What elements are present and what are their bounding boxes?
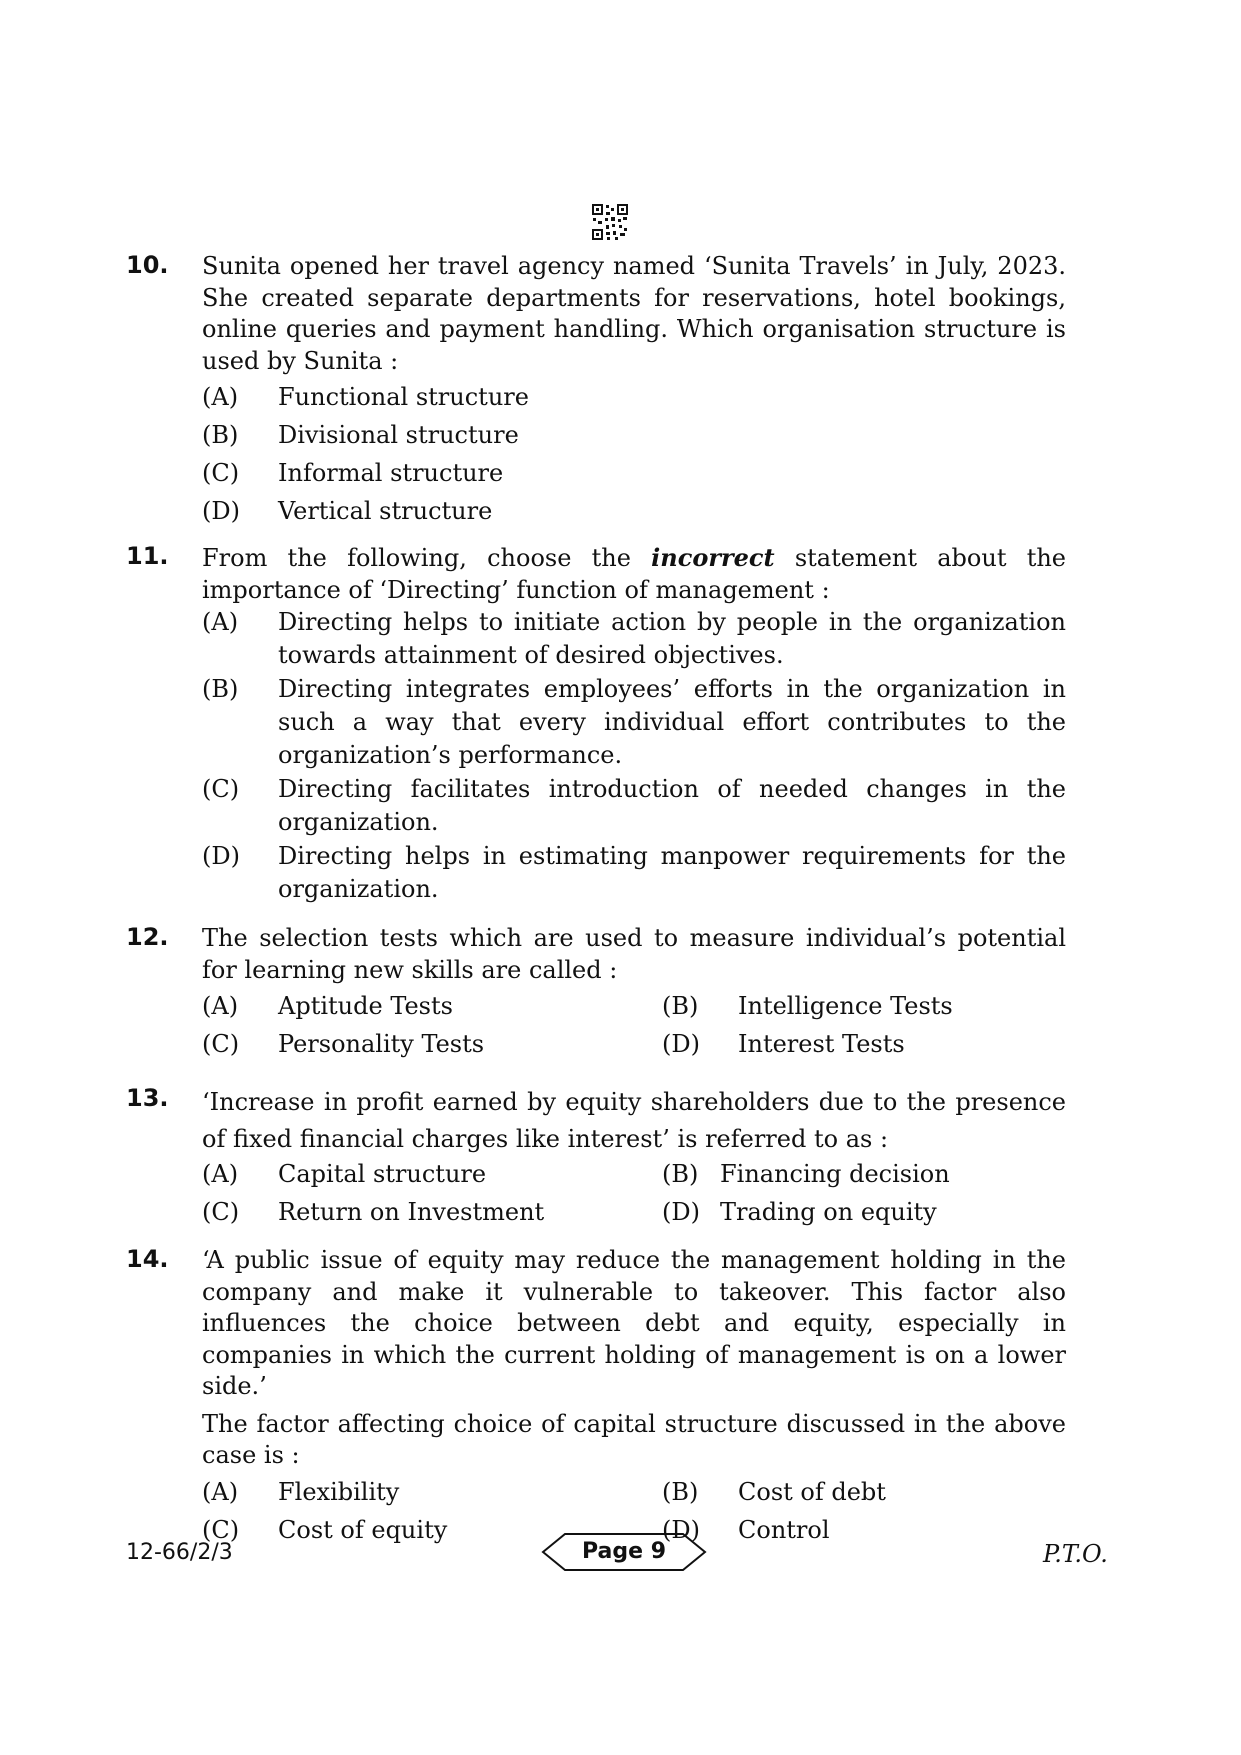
option-label: (D) — [662, 1515, 700, 1544]
option-c[interactable] — [202, 773, 1066, 839]
option-c[interactable] — [202, 457, 1066, 490]
option-label: (B) — [202, 675, 239, 703]
option-c[interactable] — [202, 1028, 662, 1061]
option-text: Directing helps in estimating manpower requirements for the organization. — [278, 842, 1066, 903]
option-d[interactable] — [202, 840, 1066, 906]
option-text: Directing integrates employees’ efforts in the organization in such a way that every individual effort contributes to the organization’s performance. — [278, 675, 1066, 769]
option-a[interactable] — [202, 990, 662, 1023]
option-label: (C) — [202, 1030, 240, 1058]
option-c[interactable] — [202, 1196, 662, 1229]
option-label: (C) — [202, 459, 240, 487]
question-10 — [126, 251, 1066, 528]
option-text: Interest Tests — [738, 1030, 905, 1058]
question-13 — [126, 1084, 1066, 1229]
page-number: Page 9 — [581, 1539, 666, 1564]
option-a[interactable] — [202, 1158, 662, 1191]
option-b[interactable] — [202, 419, 1066, 452]
option-text: Cost of debt — [738, 1477, 886, 1506]
question-12 — [126, 923, 1066, 1061]
option-label: (A) — [202, 1160, 239, 1188]
option-label: (C) — [202, 1515, 240, 1544]
option-b[interactable] — [662, 1158, 1142, 1191]
option-label: (B) — [662, 1477, 699, 1506]
question-number: 12. — [126, 923, 169, 951]
option-text: Intelligence Tests — [738, 992, 953, 1020]
option-text: Directing helps to initiate action by people in the organization towards attainment of desired objectives. — [278, 608, 1066, 669]
option-label: (C) — [202, 775, 240, 803]
please-turn-over: P.T.O. — [1043, 1540, 1108, 1568]
emphasis-incorrect: incorrect — [651, 543, 775, 572]
option-text: Flexibility — [278, 1477, 400, 1506]
question-text: The selection tests which are used to measure individual’s potential for learning new skills are called : — [202, 924, 1066, 984]
option-label: (B) — [662, 1160, 699, 1188]
option-label: (D) — [662, 1030, 700, 1058]
question-number: 10. — [126, 251, 169, 279]
option-label: (A) — [202, 608, 239, 636]
option-a[interactable] — [202, 606, 1066, 672]
option-b[interactable] — [202, 673, 1066, 772]
option-text: Return on Investment — [278, 1198, 545, 1226]
qr-code-icon — [591, 203, 629, 241]
option-text: Divisional structure — [278, 421, 519, 449]
option-a[interactable] — [202, 381, 1066, 414]
option-a[interactable] — [202, 1476, 662, 1509]
page-number-badge — [541, 1532, 707, 1572]
question-number: 13. — [126, 1084, 169, 1112]
option-text: Directing facilitates introduction of needed changes in the organization. — [278, 775, 1066, 836]
paper-code: 12-66/2/3 — [126, 1540, 233, 1565]
option-label: (D) — [662, 1198, 700, 1226]
option-text: Informal structure — [278, 459, 504, 487]
option-text: Trading on equity — [720, 1198, 937, 1226]
option-text: Vertical structure — [278, 497, 493, 525]
question-11 — [126, 542, 1066, 906]
option-b[interactable] — [662, 990, 1142, 1023]
option-text: Cost of equity — [278, 1515, 448, 1544]
option-text: Financing decision — [720, 1160, 950, 1188]
option-b[interactable] — [662, 1476, 1142, 1509]
option-text: Personality Tests — [278, 1030, 485, 1058]
option-label: (B) — [202, 421, 239, 449]
option-d[interactable] — [662, 1196, 1142, 1229]
option-text: Capital structure — [278, 1160, 487, 1188]
option-label: (D) — [202, 842, 240, 870]
question-text: ‘A public issue of equity may reduce the management holding in the company and make it vulnerable to takeover. This factor also influences the choice between debt and equity, especially in companies in which the current holding of management is on a lower side.’ — [202, 1246, 1066, 1400]
question-text-part: statement about the importance of ‘Directing’ function of management : — [202, 544, 1066, 604]
option-label: (D) — [202, 497, 240, 525]
question-text: Sunita opened her travel agency named ‘Sunita Travels’ in July, 2023. She created separate departments for reservations, hotel bookings, online queries and payment handling. Which organisation structure is used by Sunita : — [202, 252, 1066, 375]
option-label: (C) — [202, 1198, 240, 1226]
option-d[interactable] — [662, 1028, 1142, 1061]
question-14 — [126, 1245, 1066, 1547]
option-text: Control — [738, 1515, 830, 1544]
option-d[interactable] — [202, 495, 1066, 528]
option-text: Aptitude Tests — [278, 992, 453, 1020]
option-text: Functional structure — [278, 383, 529, 411]
option-label: (A) — [202, 1477, 239, 1506]
option-label: (A) — [202, 383, 239, 411]
question-text — [202, 542, 1066, 606]
question-number: 11. — [126, 542, 169, 570]
option-label: (A) — [202, 992, 239, 1020]
question-text-part: From the following, choose the — [202, 544, 652, 572]
question-number: 14. — [126, 1245, 169, 1273]
question-subtext: The factor affecting choice of capital structure discussed in the above case is : — [202, 1409, 1066, 1469]
question-text: ‘Increase in profit earned by equity shareholders due to the presence of fixed financial charges like interest’ is referred to as : — [202, 1088, 1066, 1153]
option-label: (B) — [662, 992, 699, 1020]
